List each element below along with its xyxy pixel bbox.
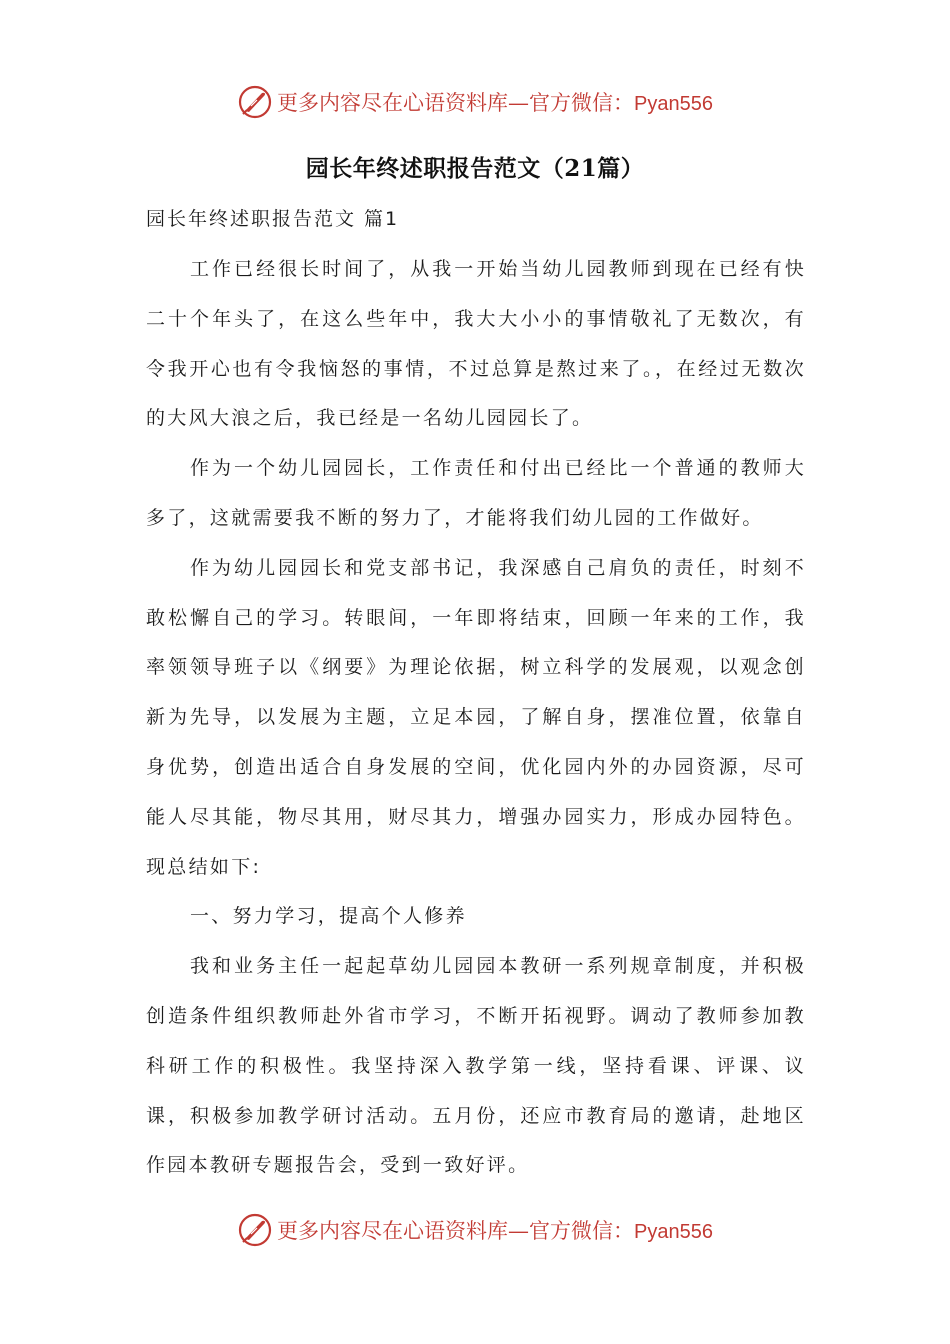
paragraph: 工作已经很长时间了，从我一开始当幼儿园教师到现在已经有快二十个年头了，在这么些年中，我大大小小的事情敬礼了无数次，有令我开心也有令我恼怒的事情，不过总算是熬过来了。，在经过无数次的大风大浪之后，我已经是一名幼儿园园长了。 (146, 258, 806, 430)
watermark-text-cn: 更多内容尽在心语资料库—官方微信： (277, 91, 635, 115)
document-body (146, 245, 806, 1191)
document-title: 园长年终述职报告范文（21篇） (305, 155, 645, 182)
watermark-wechat-id: Pyan556 (634, 93, 713, 115)
paragraph: 作为幼儿园园长和党支部书记，我深感自己肩负的责任，时刻不敢松懈自己的学习。转眼间，一年即将结束，回顾一年来的工作，我率领领导班子以《纲要》为理论依据，树立科学的发展观，以观念创新为先导，以发展为主题，立足本园，了解自身，摆准位置，依靠自身优势，创造出适合自身发展的空间，优化园内外的办园资源，尽可能人尽其能，物尽其用，财尽其力，增强办园实力，形成办园特色。现总结如下: (146, 556, 806, 878)
quill-logo-icon (237, 1212, 273, 1248)
watermark-banner-top (0, 82, 950, 122)
watermark-text (277, 87, 713, 117)
section-heading: 园长年终述职报告范文 篇1 (146, 208, 400, 230)
watermark-wechat-id: Pyan556 (634, 1221, 713, 1243)
paragraph: 我和业务主任一起起草幼儿园园本教研一系列规章制度，并积极创造条件组织教师赴外省市学习，不断开拓视野。调动了教师参加教科研工作的积极性。我坚持深入教学第一线，坚持看课、评课、议课，积极参加教学研讨活动。五月份，还应市教育局的邀请，赴地区作园本教研专题报告会，受到一致好评。 (146, 955, 806, 1177)
watermark-text (277, 1215, 713, 1245)
paragraph: 作为一个幼儿园园长，工作责任和付出已经比一个普通的教师大多了，这就需要我不断的努力了，才能将我们幼儿园的工作做好。 (146, 457, 806, 529)
quill-logo-icon (237, 84, 273, 120)
watermark-banner-bottom (0, 1210, 950, 1250)
watermark-text-cn: 更多内容尽在心语资料库—官方微信： (277, 1219, 635, 1243)
subsection-heading: 一、努力学习，提高个人修养 (190, 905, 467, 928)
